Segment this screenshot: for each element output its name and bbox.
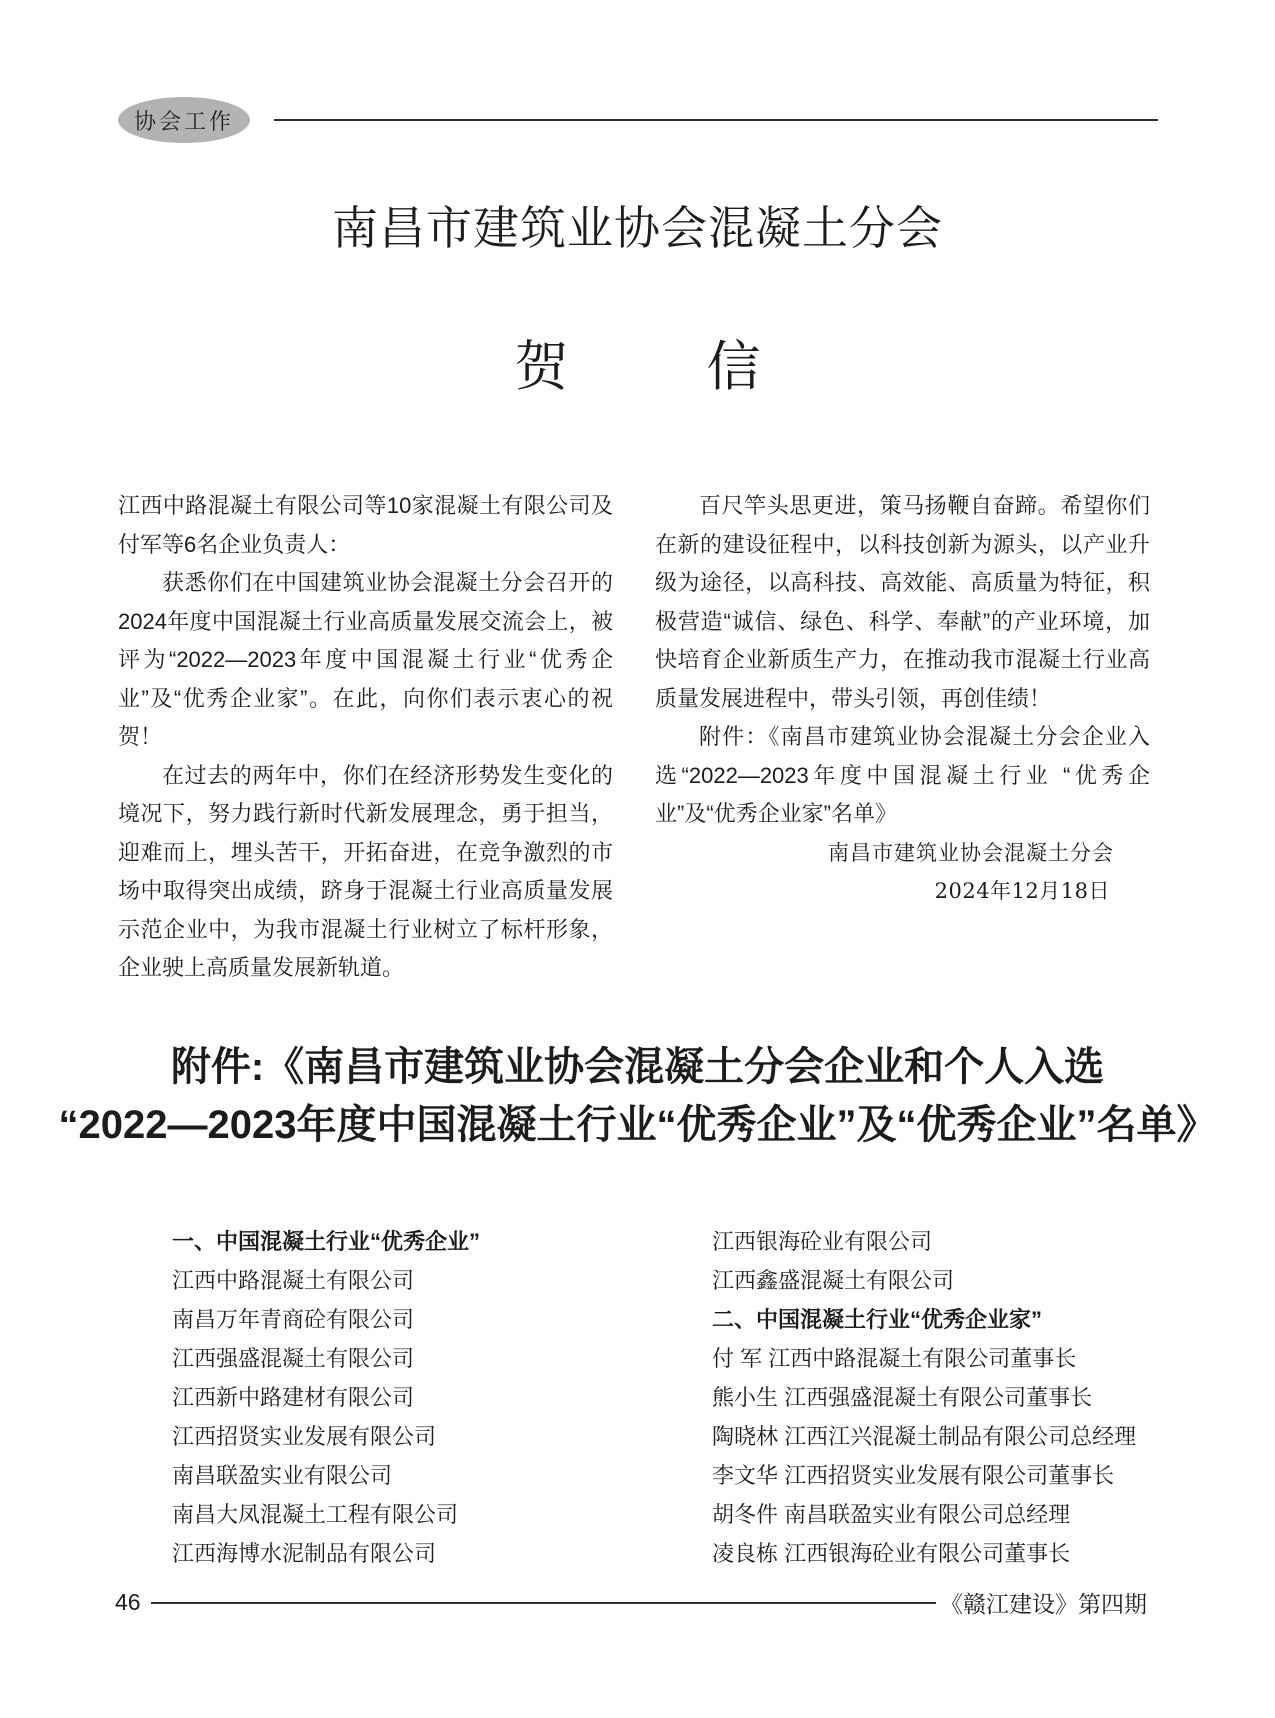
company-item: 江西鑫盛混凝土有限公司 (712, 1268, 955, 1293)
company-item: 江西中路混凝土有限公司 (172, 1268, 415, 1293)
letter-paragraph-award: 获悉你们在中国建筑业协会混凝土分会召开的2024年度中国混凝土行业高质量发展交流会上，被评为“2022—2023年度中国混凝土行业“优秀企业”及“优秀企业家”。在此，向你们表示衷心的祝贺！ (118, 570, 613, 749)
footer-rule (151, 1602, 936, 1604)
company-item: 江西银海砼业有限公司 (712, 1229, 933, 1254)
person-item: 李文华 江西招贤实业发展有限公司董事长 (712, 1463, 1115, 1488)
letter-left-column (118, 487, 613, 988)
letter-title-char-2: 信 (706, 337, 761, 397)
company-item: 南昌联盈实业有限公司 (172, 1463, 393, 1488)
award-lists (172, 1222, 1165, 1573)
letter-salutation: 江西中路混凝土有限公司等10家混凝土有限公司及付军等6名企业负责人： (118, 493, 613, 557)
page-footer (115, 1586, 1147, 1619)
person-item: 熊小生 江西强盛混凝土有限公司董事长 (712, 1385, 1093, 1410)
attachment-title-line-1: 附件:《南昌市建筑业协会混凝土分会企业和个人入选 (170, 1045, 1105, 1089)
letter-date: 2024年12月18日 (934, 879, 1110, 903)
attachment-title (55, 1038, 1220, 1154)
page-number: 46 (115, 1589, 141, 1615)
letter-paragraph-hope: 百尺竿头思更进，策马扬鞭自奋蹄。希望你们在新的建设征程中，以科技创新为源头，以产业升级为途径，以高科技、高效能、高质量为特征，积极营造“诚信、绿色、科学、奉献”的产业环境，加快培育企业新质生产力，在推动我市混凝土行业高质量发展进程中，带头引领，再创佳绩！ (655, 493, 1150, 711)
header-rule (274, 119, 1158, 121)
letter-paragraph-achievement: 在过去的两年中，你们在经济形势发生变化的境况下，努力践行新时代新发展理念，勇于担当，迎难而上，埋头苦干，开拓奋进，在竞争激烈的市场中取得突出成绩，跻身于混凝土行业高质量发展示范企业中，为我市混凝土行业树立了标杆形象，企业驶上高质量发展新轨道。 (118, 762, 613, 980)
person-item: 陶晓林 江西江兴混凝土制品有限公司总经理 (712, 1424, 1137, 1449)
column-tag-badge: 协会工作 (118, 97, 250, 143)
list-column-right (712, 1222, 1165, 1573)
header-row (118, 97, 1158, 143)
company-item: 南昌大凤混凝土工程有限公司 (172, 1502, 459, 1527)
company-item: 江西招贤实业发展有限公司 (172, 1424, 437, 1449)
letter-paragraph-attachment: 附件：《南昌市建筑业协会混凝土分会企业入选“2022—2023年度中国混凝土行业 “优秀企业”及“优秀企业家”名单》 (655, 724, 1150, 826)
section2-heading: 二、中国混凝土行业“优秀企业家” (712, 1307, 1043, 1332)
person-item: 付 军 江西中路混凝土有限公司董事长 (712, 1346, 1077, 1371)
attachment-title-line-2: “2022—2023年度中国混凝土行业“优秀企业”及“优秀企业”名单》 (58, 1103, 1217, 1147)
company-item: 南昌万年青商砼有限公司 (172, 1307, 415, 1332)
person-item: 凌良栋 江西银海砼业有限公司董事长 (712, 1541, 1071, 1566)
letter-title (0, 324, 1275, 401)
letter-signature: 南昌市建筑业协会混凝土分会 (828, 840, 1114, 865)
letter-body (118, 487, 1150, 988)
company-item: 江西新中路建材有限公司 (172, 1385, 415, 1410)
company-item: 江西海博水泥制品有限公司 (172, 1541, 437, 1566)
company-item: 江西强盛混凝土有限公司 (172, 1346, 415, 1371)
section1-heading: 一、中国混凝土行业“优秀企业” (172, 1229, 481, 1254)
person-item: 胡冬件 南昌联盈实业有限公司总经理 (712, 1502, 1071, 1527)
letter-right-column (655, 487, 1150, 988)
page-title: 南昌市建筑业协会混凝土分会 (332, 202, 943, 254)
list-column-left (172, 1222, 712, 1573)
letter-title-char-1: 贺 (514, 337, 569, 397)
journal-issue: 《赣江建设》第四期 (940, 1591, 1147, 1617)
